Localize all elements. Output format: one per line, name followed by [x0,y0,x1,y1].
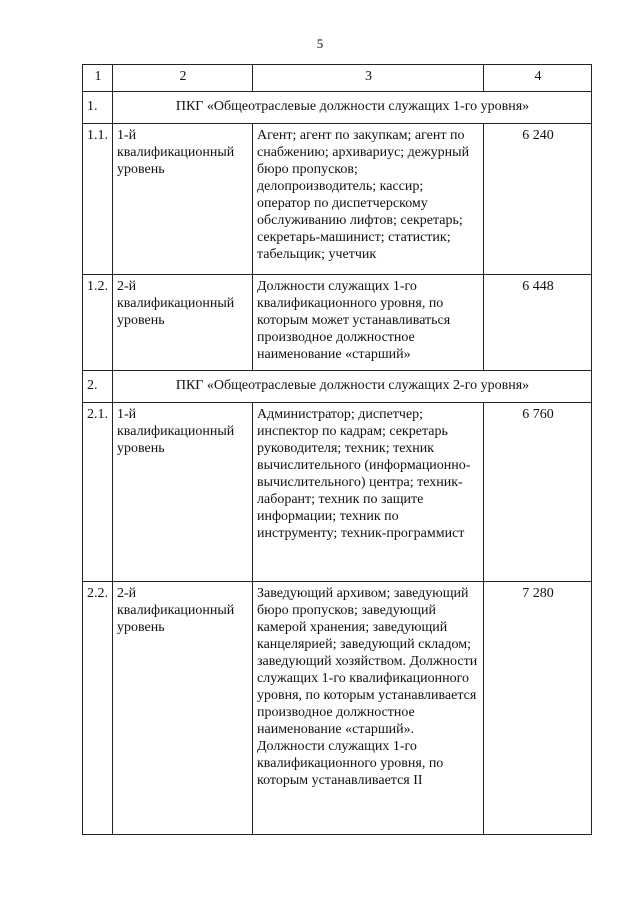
qualification-level: 1-й квалификационный уровень [113,403,253,582]
table-row [83,275,592,371]
positions-list: Заведующий архивом; заведующий бюро пропусков; заведующий камерой хранения; заведующий канцелярией; заведующий складом; заведующий хозяйством. Должности служащих 1-го квалификационного уровня, по которым устанавливается производное должностное наименование «старший». Должности служащих 1-го квалификационного уровня, по которым устанавливается II [253,582,484,835]
table-row [83,403,592,582]
positions-list: Должности служащих 1-го квалификационного уровня, по которым может устанавливаться производное должностное наименование «старший» [253,275,484,371]
positions-list: Агент; агент по закупкам; агент по снабжению; архивариус; дежурный бюро пропусков; делопроизводитель; кассир; оператор по диспетчерскому обслуживанию лифтов; секретарь; секретарь-машинист; статистик; табельщик; учетчик [253,124,484,275]
row-number: 1.2. [83,275,113,371]
group-title: ПКГ «Общеотраслевые должности служащих 2-го уровня» [113,371,592,403]
table-row [83,582,592,835]
salary-value: 6 760 [484,403,592,582]
column-header-4: 4 [484,65,592,92]
row-number: 2.1. [83,403,113,582]
row-number: 2.2. [83,582,113,835]
group-row [83,92,592,124]
page-number: 5 [316,36,324,51]
column-header-2: 2 [113,65,253,92]
qualification-level: 2-й квалификационный уровень [113,275,253,371]
salary-value: 6 240 [484,124,592,275]
column-header-1: 1 [83,65,113,92]
table-row [83,124,592,275]
group-number: 1. [83,92,113,124]
row-number: 1.1. [83,124,113,275]
column-header-3: 3 [253,65,484,92]
salary-value: 6 448 [484,275,592,371]
positions-list: Администратор; диспетчер; инспектор по кадрам; секретарь руководителя; техник; техник вычислительного (информационно-вычислительного) центра; техник-лаборант; техник по защите информации; техник по инструменту; техник-программист [253,403,484,582]
salary-value: 7 280 [484,582,592,835]
group-row [83,371,592,403]
salary-table [82,64,592,835]
table-header-row [83,65,592,92]
qualification-level: 1-й квалификационный уровень [113,124,253,275]
qualification-level: 2-й квалификационный уровень [113,582,253,835]
group-title: ПКГ «Общеотраслевые должности служащих 1-го уровня» [113,92,592,124]
group-number: 2. [83,371,113,403]
